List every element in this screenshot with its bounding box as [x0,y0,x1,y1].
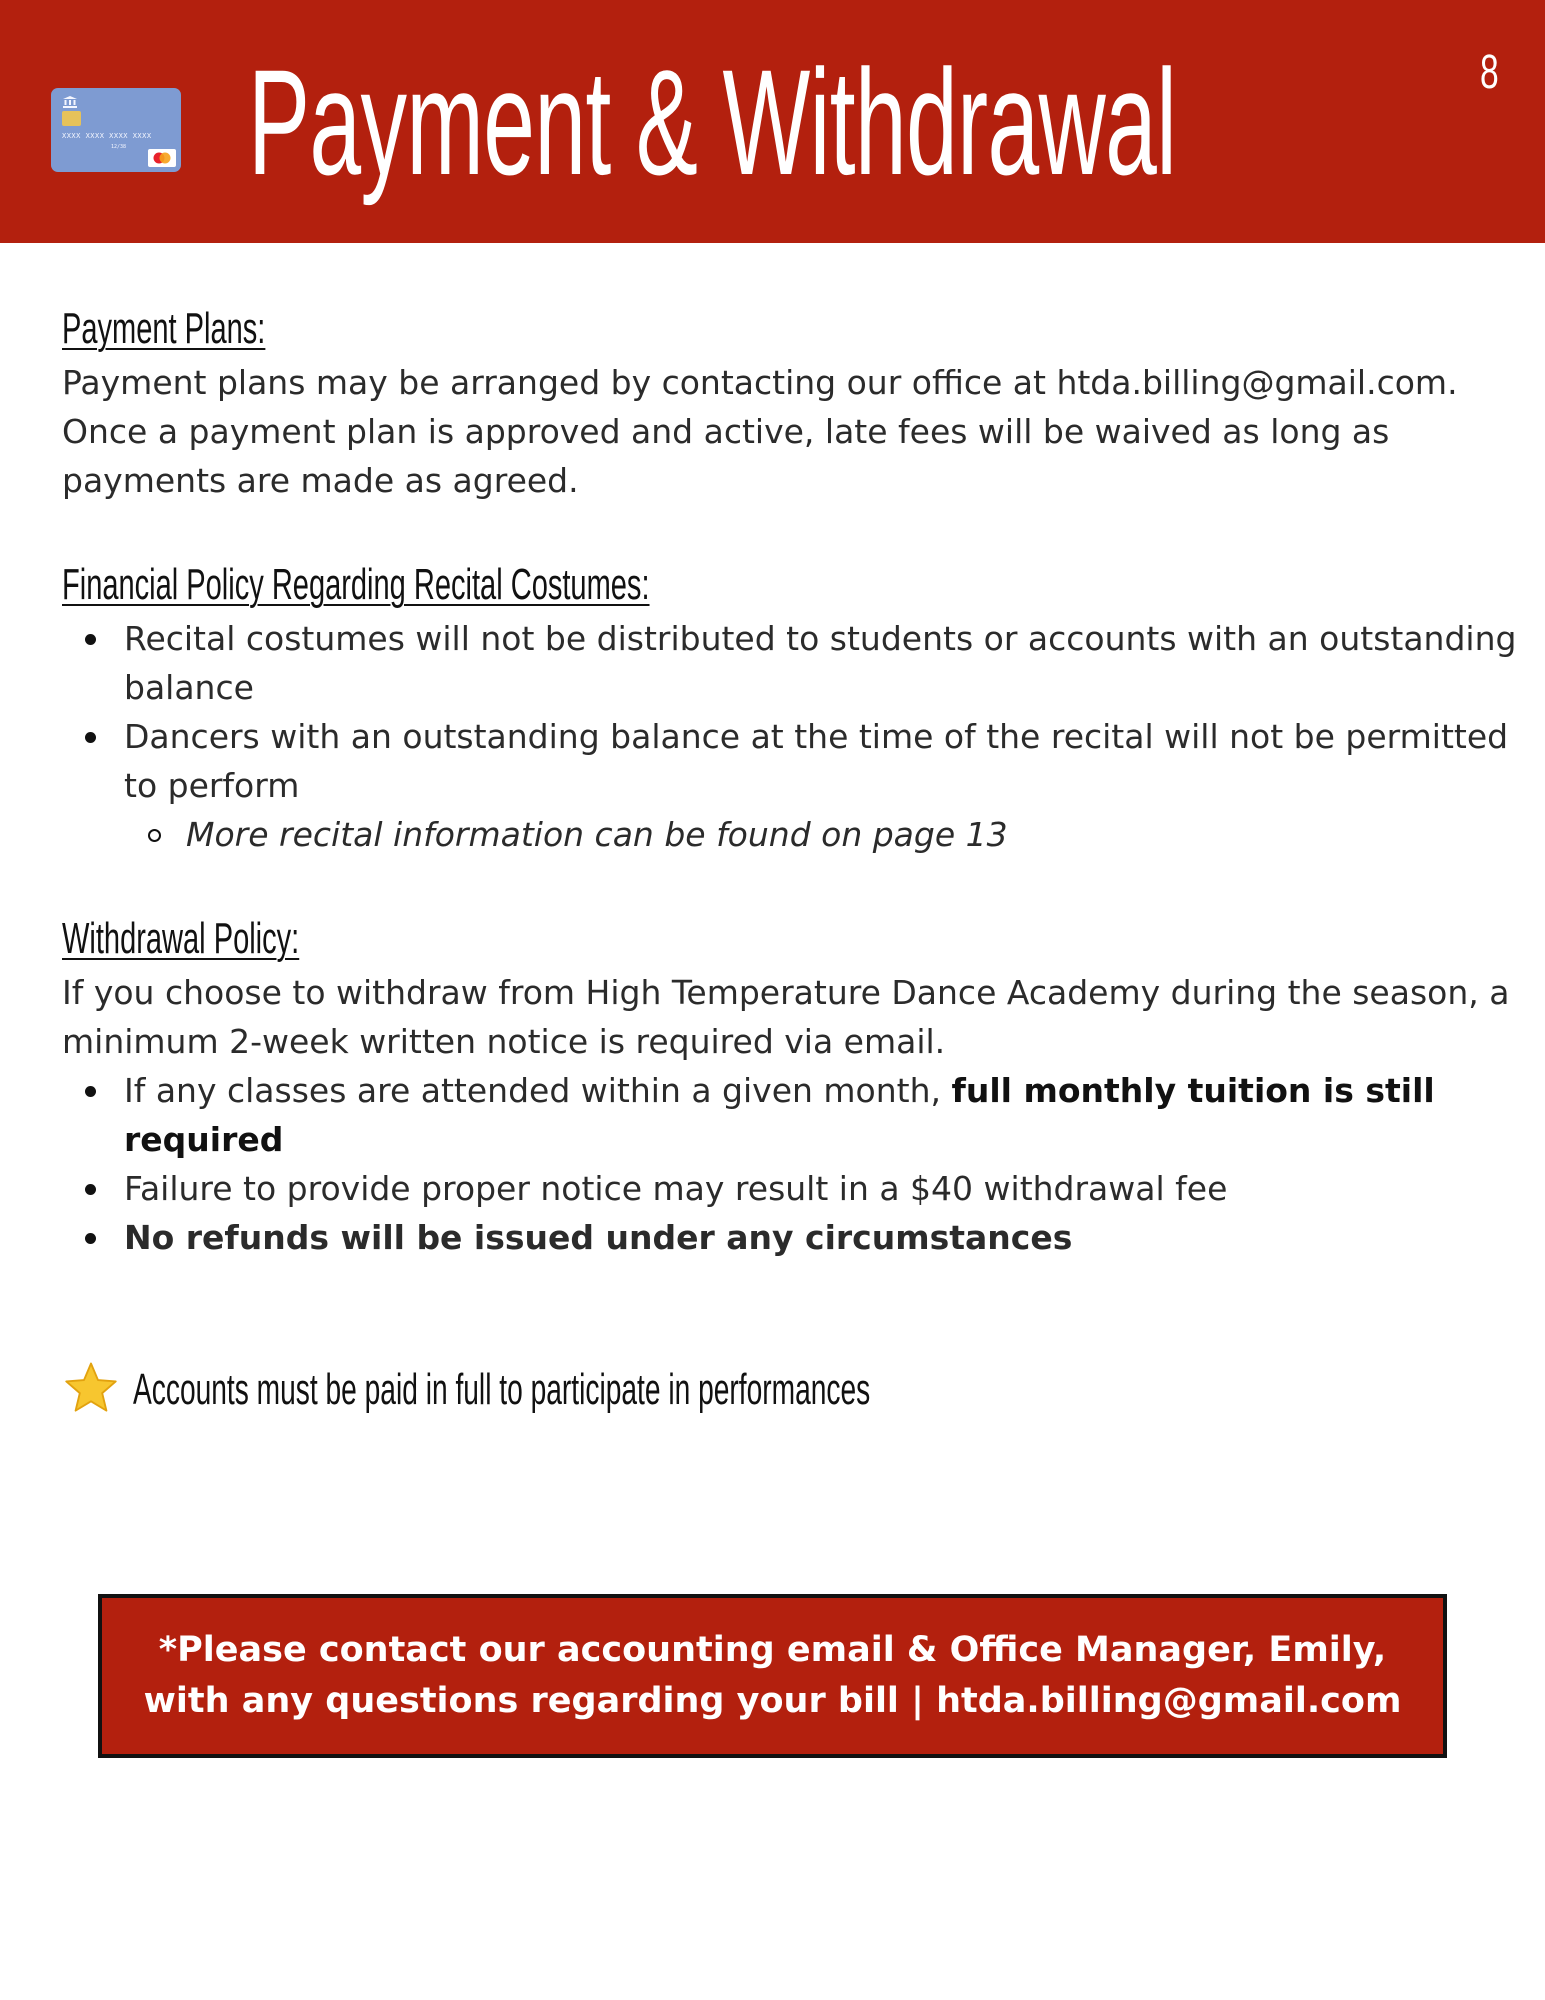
list-item: Dancers with an outstanding balance at the time of the recital will not be permitted to perform [62,712,1517,810]
card-expiry: 12/38 [111,144,127,150]
payment-plans-text: Payment plans may be arranged by contacting our office at htda.billing@gmail.com. Once a payment plan is approved and active, late fees will be waived as long as payments are made as agreed. [62,363,1458,500]
list-item [62,1066,1517,1164]
card-chip [62,111,81,126]
credit-card-icon [51,88,181,172]
star-icon [62,1360,120,1416]
card-number: XXXX XXXX XXXX XXXX [62,132,152,140]
mastercard-logo-icon [148,149,176,167]
page-content [62,300,1517,1427]
withdrawal-policy-section [62,910,1517,1262]
withdrawal-policy-heading: Withdrawal Policy: [62,914,300,963]
costume-policy-section [62,556,1517,859]
list-item-note: More recital information can be found on page 13 [62,810,1517,859]
bank-icon [63,96,77,108]
costume-policy-list [62,614,1517,810]
page-header [0,0,1545,243]
tuition-rule-text: If any classes are attended within a given month, [124,1071,952,1110]
contact-text: *Please contact our accounting email & Office Manager, Emily, with any questions regarding your bill | htda.billing@gmail.com [143,1630,1402,1721]
page-number: 8 [1480,46,1499,99]
contact-callout [98,1594,1447,1758]
withdrawal-policy-text: If you choose to withdraw from High Temperature Dance Academy during the season, a minimum 2-week written notice is required via email. [62,973,1510,1061]
list-item: Failure to provide proper notice may result in a $40 withdrawal fee [62,1164,1517,1213]
tuition-rule-emphasis: full monthly tuition is still required [124,1071,1435,1159]
page-title: Payment & Withdrawal [248,38,1177,206]
list-item: Recital costumes will not be distributed to students or accounts with an outstanding balance [62,614,1517,712]
payment-note [62,1357,1517,1427]
payment-plans-section [62,300,1517,505]
payment-note-text: Accounts must be paid in full to participate in performances [133,1365,871,1414]
withdrawal-policy-list [62,1066,1517,1262]
costume-policy-heading: Financial Policy Regarding Recital Costumes: [62,560,650,609]
payment-plans-heading: Payment Plans: [62,304,266,353]
list-item: No refunds will be issued under any circumstances [62,1213,1517,1262]
costume-policy-sublist [62,810,1517,859]
